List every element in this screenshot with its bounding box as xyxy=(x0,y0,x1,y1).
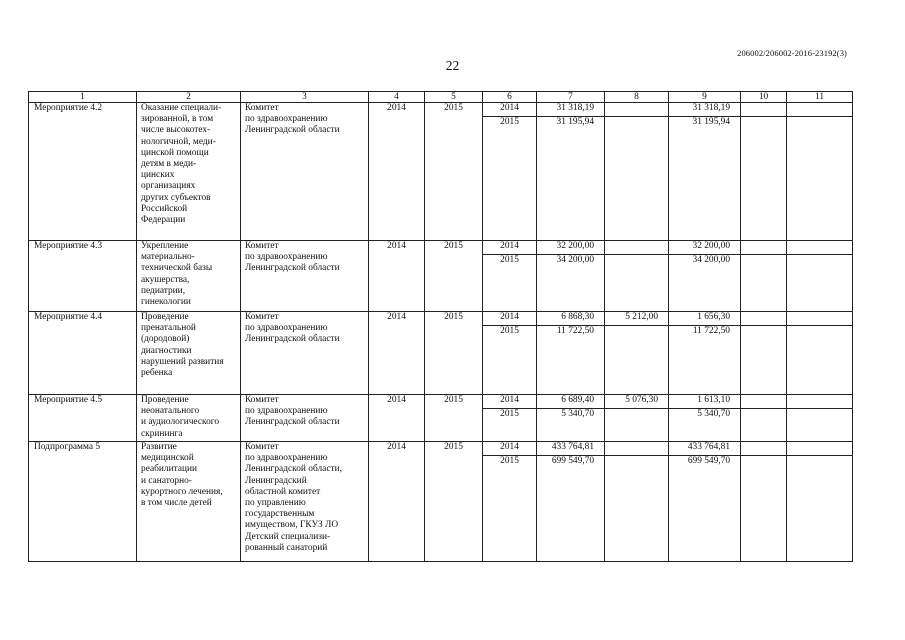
year-cell: 2015 xyxy=(483,326,537,395)
column-10-cell xyxy=(741,395,787,409)
column-11-cell xyxy=(787,241,853,255)
column-11-cell xyxy=(787,326,853,395)
total-amount-cell: 32 200,00 xyxy=(537,241,605,255)
total-amount-cell: 11 722,50 xyxy=(537,326,605,395)
table-header-row xyxy=(29,92,853,103)
column-header: 11 xyxy=(787,92,853,103)
activity-description-cell: Развитие медицинской реабилитации и санаторно- курортного лечения, в том числе детей xyxy=(137,442,241,562)
page-number: 22 xyxy=(445,58,460,73)
end-year-cell: 2015 xyxy=(425,442,483,562)
executor-cell: Комитет по здравоохранению Ленинградской области xyxy=(241,241,369,312)
column-11-cell xyxy=(787,395,853,409)
column-header: 8 xyxy=(605,92,669,103)
year-cell: 2014 xyxy=(483,442,537,456)
table-row xyxy=(29,395,853,409)
activity-description-cell: Проведение пренатальной (дородовой) диагностики нарушений развития ребенка xyxy=(137,312,241,395)
year-cell: 2015 xyxy=(483,409,537,442)
column-10-cell xyxy=(741,442,787,456)
end-year-cell: 2015 xyxy=(425,312,483,395)
total-amount-cell: 34 200,00 xyxy=(537,255,605,312)
column-11-cell xyxy=(787,103,853,117)
end-year-cell: 2015 xyxy=(425,103,483,241)
column-header: 7 xyxy=(537,92,605,103)
end-year-cell: 2015 xyxy=(425,241,483,312)
column-10-cell xyxy=(741,326,787,395)
end-year-cell: 2015 xyxy=(425,395,483,442)
regional-amount-cell: 31 318,19 xyxy=(669,103,741,117)
program-activities-table xyxy=(28,91,853,562)
total-amount-cell: 433 764,81 xyxy=(537,442,605,456)
column-11-cell xyxy=(787,312,853,326)
year-cell: 2014 xyxy=(483,103,537,117)
column-11-cell xyxy=(787,117,853,241)
regional-amount-cell: 5 340,70 xyxy=(669,409,741,442)
activity-item-cell: Мероприятие 4.2 xyxy=(29,103,137,241)
column-header: 2 xyxy=(137,92,241,103)
year-cell: 2015 xyxy=(483,255,537,312)
executor-cell: Комитет по здравоохранению Ленинградской области, Ленинградский областной комитет по управлению государственным имуществом, ГКУЗ ЛО Детский специализи- рованный санаторий xyxy=(241,442,369,562)
column-10-cell xyxy=(741,409,787,442)
regional-amount-cell: 699 549,70 xyxy=(669,456,741,562)
federal-amount-cell: 5 076,30 xyxy=(605,395,669,409)
activity-item-cell: Мероприятие 4.4 xyxy=(29,312,137,395)
executor-cell: Комитет по здравоохранению Ленинградской области xyxy=(241,312,369,395)
column-11-cell xyxy=(787,442,853,456)
activity-item-cell: Подпрограмма 5 xyxy=(29,442,137,562)
total-amount-cell: 5 340,70 xyxy=(537,409,605,442)
regional-amount-cell: 1 656,30 xyxy=(669,312,741,326)
column-10-cell xyxy=(741,312,787,326)
column-11-cell xyxy=(787,409,853,442)
column-10-cell xyxy=(741,117,787,241)
regional-amount-cell: 1 613,10 xyxy=(669,395,741,409)
column-11-cell xyxy=(787,255,853,312)
federal-amount-cell xyxy=(605,117,669,241)
start-year-cell: 2014 xyxy=(369,241,425,312)
regional-amount-cell: 11 722,50 xyxy=(669,326,741,395)
activity-description-cell: Проведение неонатального и аудиологического скрининга xyxy=(137,395,241,442)
activity-item-cell: Мероприятие 4.5 xyxy=(29,395,137,442)
activity-description-cell: Укрепление материально- технической базы акушерства, педиатрии, гинекологии xyxy=(137,241,241,312)
year-cell: 2015 xyxy=(483,456,537,562)
federal-amount-cell xyxy=(605,442,669,456)
federal-amount-cell xyxy=(605,326,669,395)
regional-amount-cell: 433 764,81 xyxy=(669,442,741,456)
federal-amount-cell xyxy=(605,255,669,312)
regional-amount-cell: 34 200,00 xyxy=(669,255,741,312)
column-header: 10 xyxy=(741,92,787,103)
year-cell: 2014 xyxy=(483,395,537,409)
federal-amount-cell xyxy=(605,409,669,442)
federal-amount-cell xyxy=(605,103,669,117)
column-header: 1 xyxy=(29,92,137,103)
executor-cell: Комитет по здравоохранению Ленинградской области xyxy=(241,395,369,442)
total-amount-cell: 699 549,70 xyxy=(537,456,605,562)
start-year-cell: 2014 xyxy=(369,442,425,562)
year-cell: 2014 xyxy=(483,241,537,255)
table-row xyxy=(29,312,853,326)
activity-description-cell: Оказание специали- зированной, в том числе высокотех- нологичной, меди- цинской помощи детям в меди- цинских организациях других субъектов Российской Федерации xyxy=(137,103,241,241)
table-row xyxy=(29,241,853,255)
column-header: 6 xyxy=(483,92,537,103)
executor-cell: Комитет по здравоохранению Ленинградской области xyxy=(241,103,369,241)
federal-amount-cell xyxy=(605,241,669,255)
start-year-cell: 2014 xyxy=(369,312,425,395)
start-year-cell: 2014 xyxy=(369,395,425,442)
regional-amount-cell: 32 200,00 xyxy=(669,241,741,255)
year-cell: 2015 xyxy=(483,117,537,241)
column-header: 5 xyxy=(425,92,483,103)
column-10-cell xyxy=(741,255,787,312)
column-10-cell xyxy=(741,103,787,117)
column-10-cell xyxy=(741,241,787,255)
column-header: 4 xyxy=(369,92,425,103)
total-amount-cell: 6 689,40 xyxy=(537,395,605,409)
federal-amount-cell xyxy=(605,456,669,562)
document-id: 206002/206002-2016-23192(3) xyxy=(737,48,847,58)
table-row xyxy=(29,103,853,117)
column-header: 9 xyxy=(669,92,741,103)
total-amount-cell: 31 318,19 xyxy=(537,103,605,117)
column-header: 3 xyxy=(241,92,369,103)
total-amount-cell: 31 195,94 xyxy=(537,117,605,241)
column-10-cell xyxy=(741,456,787,562)
federal-amount-cell: 5 212,00 xyxy=(605,312,669,326)
activity-item-cell: Мероприятие 4.3 xyxy=(29,241,137,312)
column-11-cell xyxy=(787,456,853,562)
total-amount-cell: 6 868,30 xyxy=(537,312,605,326)
regional-amount-cell: 31 195,94 xyxy=(669,117,741,241)
year-cell: 2014 xyxy=(483,312,537,326)
table-row xyxy=(29,442,853,456)
start-year-cell: 2014 xyxy=(369,103,425,241)
